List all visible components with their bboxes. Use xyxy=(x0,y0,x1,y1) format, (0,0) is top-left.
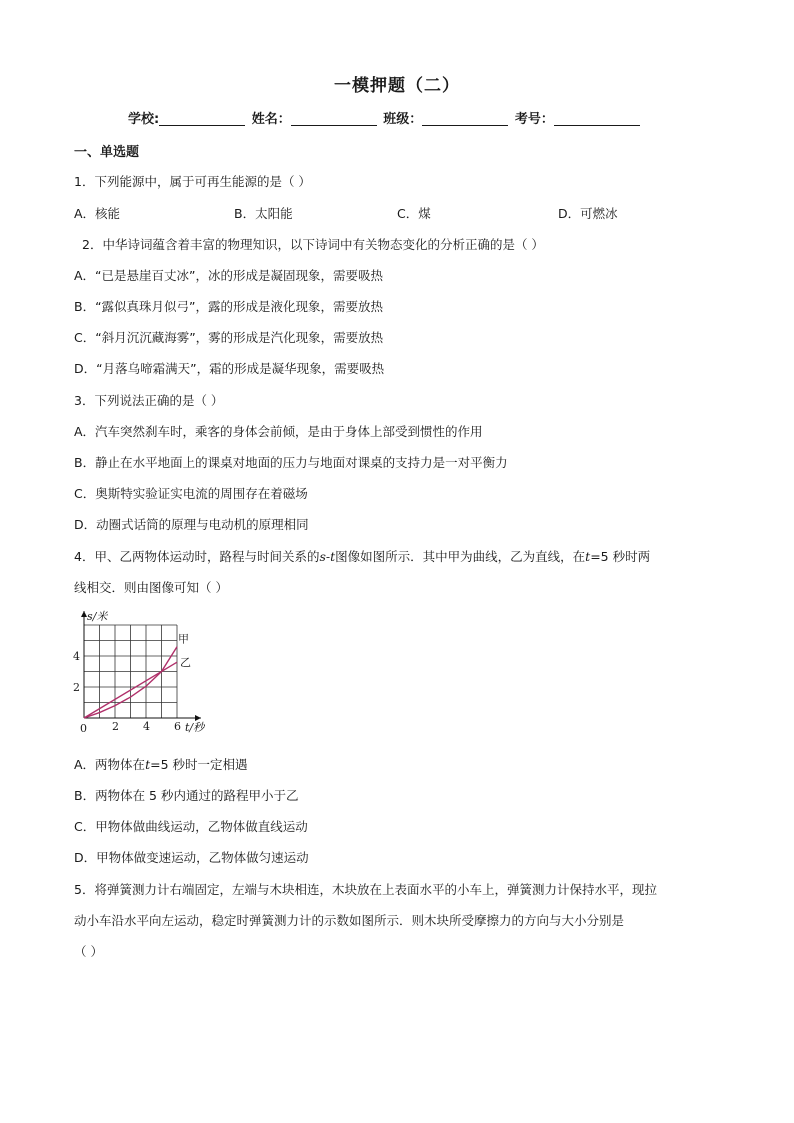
q1-option-a[interactable]: A．核能 xyxy=(74,206,121,221)
x-axis-label: t/秒 xyxy=(185,721,205,734)
x-tick-label: 2 xyxy=(112,720,119,733)
y-tick-label: 4 xyxy=(73,650,80,663)
name-field[interactable] xyxy=(291,111,377,126)
number-label: 考号： xyxy=(514,112,554,127)
y-tick-label: 2 xyxy=(73,681,80,694)
q4-st-symbol: s-t xyxy=(319,549,336,564)
number-field[interactable] xyxy=(554,111,640,126)
origin-label: 0 xyxy=(80,722,87,735)
chart-labels xyxy=(73,610,206,735)
q4-option-d[interactable]: D．甲物体做变速运动，乙物体做匀速运动 xyxy=(74,850,309,865)
q2-stem: 2．中华诗词蕴含着丰富的物理知识，以下诗词中有关物态变化的分析正确的是（ ） xyxy=(82,237,544,252)
q4-option-a-part: A．两物体在 xyxy=(74,757,146,772)
q4-option-a-t-symbol: t xyxy=(145,757,151,772)
q4-option-a[interactable] xyxy=(74,755,248,773)
q1-option-b[interactable]: B．太阳能 xyxy=(234,206,293,221)
q5-stem-line3: （ ） xyxy=(74,944,103,959)
section-title: 一、单选题 xyxy=(74,145,140,160)
q4-option-c[interactable]: C．甲物体做曲线运动，乙物体做直线运动 xyxy=(74,819,308,834)
series-label-jia: 甲 xyxy=(178,632,189,646)
q4-option-b[interactable]: B．两物体在 5 秒内通过的路程甲小于乙 xyxy=(74,788,299,803)
x-tick-label: 6 xyxy=(174,720,181,733)
chart-grid xyxy=(84,625,177,718)
q4-stem-part: 4．甲、乙两物体运动时，路程与时间关系的 xyxy=(74,549,320,564)
q4-t-symbol: t xyxy=(585,549,591,564)
q1-option-c[interactable]: C．煤 xyxy=(397,206,431,221)
q2-option-a[interactable]: A．“已是悬崖百丈冰”，冰的形成是凝固现象，需要吸热 xyxy=(74,268,384,283)
q4-stem xyxy=(74,547,650,565)
school-field[interactable] xyxy=(159,111,245,126)
q1-stem: 1．下列能源中，属于可再生能源的是（ ） xyxy=(74,174,311,189)
q3-option-a[interactable]: A．汽车突然刹车时，乘客的身体会前倾，是由于身体上部受到惯性的作用 xyxy=(74,424,483,439)
q1-option-d[interactable]: D．可燃冰 xyxy=(558,206,618,221)
st-graph xyxy=(70,608,220,738)
q4-stem-part: 图像如图所示．其中甲为曲线，乙为直线，在 xyxy=(335,549,586,564)
student-info-row xyxy=(128,108,642,127)
class-label: 班级： xyxy=(383,112,423,127)
q3-stem: 3．下列说法正确的是（ ） xyxy=(74,393,224,408)
q3-option-b[interactable]: B．静止在水平地面上的课桌对地面的压力与地面对课桌的支持力是一对平衡力 xyxy=(74,455,508,470)
y-axis-label: s/米 xyxy=(87,610,108,623)
q3-option-c[interactable]: C．奥斯特实验证实电流的周围存在着磁场 xyxy=(74,486,308,501)
q4-stem-part: =5 秒时两 xyxy=(590,549,651,564)
q2-option-d[interactable]: D．“月落乌啼霜满天”，霜的形成是凝华现象，需要吸热 xyxy=(74,361,385,376)
q4-option-a-part: =5 秒时一定相遇 xyxy=(150,757,248,772)
q4-stem-line2: 线相交．则由图像可知（ ） xyxy=(74,580,228,595)
q5-stem-line2: 动小车沿水平向左运动，稳定时弹簧测力计的示数如图所示．则木块所受摩擦力的方向与大小分别是 xyxy=(74,913,625,928)
x-tick-label: 4 xyxy=(143,720,150,733)
page-title: 一模押题（二） xyxy=(334,76,460,96)
series-label-yi: 乙 xyxy=(180,656,191,670)
school-label: 学校: xyxy=(128,112,160,127)
q3-option-d[interactable]: D．动圈式话筒的原理与电动机的原理相同 xyxy=(74,517,309,532)
name-label: 姓名： xyxy=(251,112,291,127)
q2-option-c[interactable]: C．“斜月沉沉藏海雾”，雾的形成是汽化现象，需要放热 xyxy=(74,330,384,345)
class-field[interactable] xyxy=(422,111,508,126)
q2-option-b[interactable]: B．“露似真珠月似弓”，露的形成是液化现象，需要放热 xyxy=(74,299,384,314)
q5-stem-line1: 5．将弹簧测力计右端固定，左端与木块相连，木块放在上表面水平的小车上，弹簧测力计保持水平，现拉 xyxy=(74,882,657,897)
